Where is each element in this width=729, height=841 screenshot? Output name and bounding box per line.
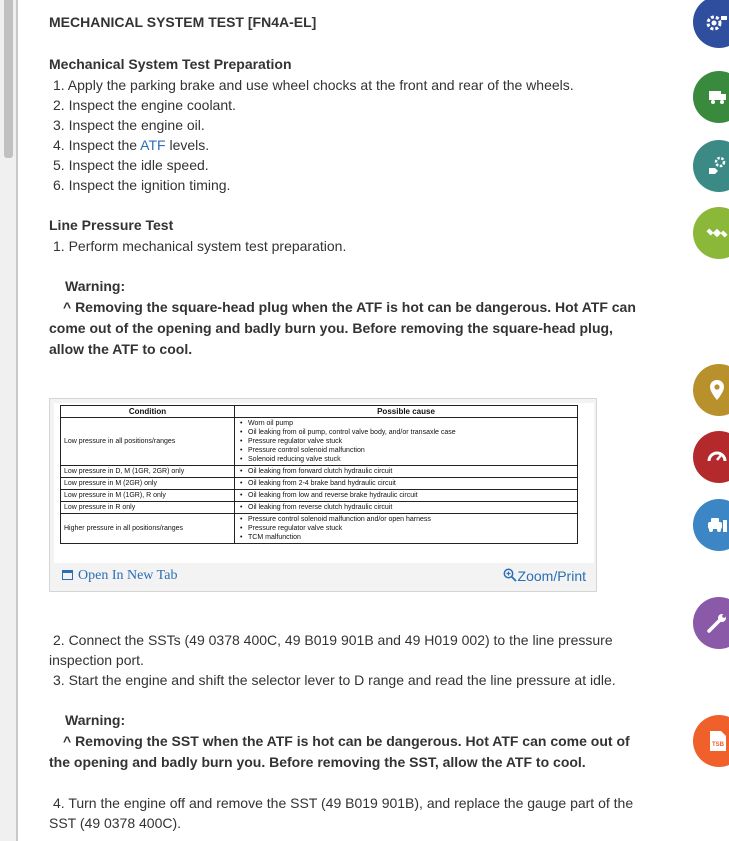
- table-row: [61, 418, 578, 466]
- table-cell-condition: Low pressure in all positions/ranges: [61, 418, 235, 466]
- prep-step-6: 6. Inspect the ignition timing.: [53, 177, 231, 193]
- cause-item: • Pressure control solenoid malfunction and/or open harness: [248, 515, 574, 524]
- table-header-cause: Possible cause: [235, 406, 578, 418]
- page-title: MECHANICAL SYSTEM TEST [FN4A-EL]: [49, 14, 317, 30]
- cause-item: • Worn oil pump: [248, 419, 574, 428]
- table-cell-condition: Low pressure in R only: [61, 502, 235, 514]
- warning-text-1: ^ Removing the square-head plug when the ATF is hot can be dangerous. Hot ATF can come out of the opening and badly burn you. Before removing the square-head plug, allow the ATF to cool.: [49, 299, 636, 357]
- cause-item: • Pressure control solenoid malfunction: [248, 446, 574, 455]
- tsb-document-icon: [705, 728, 729, 754]
- figure-footer: [54, 565, 594, 589]
- table-cell-causes: [235, 490, 578, 502]
- magnifier-icon: [503, 568, 517, 582]
- rail-diagnostic-button[interactable]: [693, 140, 729, 192]
- table-cell-causes: [235, 478, 578, 490]
- zoom-print-link[interactable]: [503, 568, 586, 584]
- scrollbar-thumb[interactable]: [4, 0, 13, 158]
- prep-step-5: 5. Inspect the idle speed.: [53, 157, 209, 173]
- table-row: [61, 502, 578, 514]
- open-in-new-tab-link[interactable]: [62, 568, 177, 584]
- diagnosis-figure: [49, 398, 597, 592]
- cause-item: • TCM malfunction: [248, 533, 574, 542]
- prep-step-1: 1. Apply the parking brake and use wheel chocks at the front and rear of the wheels.: [53, 77, 574, 93]
- table-row: [61, 514, 578, 544]
- wrench-icon: [705, 611, 729, 635]
- table-cell-condition: Higher pressure in all positions/ranges: [61, 514, 235, 544]
- prep-step-4-suffix: levels.: [165, 137, 210, 153]
- table-cell-condition: Low pressure in M (1GR), R only: [61, 490, 235, 502]
- prep-step-4-text: 4. Inspect the: [53, 137, 141, 153]
- line-pressure-step-3: 3. Start the engine and shift the selector lever to D range and read the line pressure at idle.: [53, 672, 616, 688]
- cause-item: • Oil leaking from oil pump, control valve body, and/or transaxle case: [248, 428, 574, 437]
- new-tab-icon: [62, 570, 73, 580]
- zoom-print-label: Zoom/Print: [517, 568, 586, 584]
- table-cell-condition: Low pressure in M (2GR) only: [61, 478, 235, 490]
- prep-step-2: 2. Inspect the engine coolant.: [53, 97, 236, 113]
- table-cell-causes: [235, 466, 578, 478]
- cause-item: • Oil leaking from low and reverse brake hydraulic circuit: [248, 491, 574, 500]
- tsb-label: TSB: [712, 742, 724, 748]
- table-row: [61, 490, 578, 502]
- warning-label-2: Warning:: [65, 712, 126, 728]
- line-pressure-diagnosis-table: [60, 405, 578, 544]
- rail-vehicle-service-button[interactable]: [693, 71, 729, 123]
- gauge-icon: [705, 445, 729, 469]
- rail-tsb-button[interactable]: [693, 715, 729, 767]
- cause-item: • Oil leaking from 2-4 brake band hydraulic circuit: [248, 479, 574, 488]
- table-cell-causes: [235, 502, 578, 514]
- atf-link[interactable]: ATF: [140, 137, 166, 153]
- line-pressure-step-1: 1. Perform mechanical system test preparation.: [53, 238, 347, 254]
- truck-icon: [705, 85, 729, 109]
- cause-item: • Pressure regulator valve stuck: [248, 437, 574, 446]
- table-cell-condition: Low pressure in D, M (1GR, 2GR) only: [61, 466, 235, 478]
- line-pressure-step-2: 2. Connect the SSTs (49 0378 400C, 49 B019 901B and 49 H019 002) to the line pressure inspection port.: [49, 632, 613, 668]
- gear-wrench-icon: [705, 10, 729, 34]
- rail-satellite-button[interactable]: [693, 207, 729, 259]
- open-tab-label: Open In New Tab: [78, 568, 178, 583]
- satellite-icon: [705, 221, 729, 245]
- prep-step-4: [53, 135, 653, 155]
- cause-item: • Oil leaking from forward clutch hydraulic circuit: [248, 467, 574, 476]
- cause-item: • Pressure regulator valve stuck: [248, 524, 574, 533]
- right-icon-rail: [690, 0, 729, 841]
- cause-item: • Solenoid reducing valve stuck: [248, 455, 574, 464]
- rail-car-info-button[interactable]: [693, 499, 729, 551]
- rail-transmission-button[interactable]: [693, 0, 729, 48]
- warning-label-1: Warning:: [65, 278, 126, 294]
- table-cell-causes: [235, 514, 578, 544]
- page-scrollbar[interactable]: [0, 0, 18, 841]
- rail-speedometer-button[interactable]: [693, 431, 729, 483]
- hand-gear-icon: [705, 154, 729, 178]
- rail-location-button[interactable]: [693, 364, 729, 416]
- line-pressure-heading: Line Pressure Test: [49, 217, 174, 233]
- car-info-icon: [705, 513, 729, 537]
- table-row: [61, 478, 578, 490]
- prep-heading: Mechanical System Test Preparation: [49, 56, 292, 72]
- location-pin-icon: [705, 378, 729, 402]
- rail-tools-button[interactable]: [693, 597, 729, 649]
- table-cell-causes: [235, 418, 578, 466]
- prep-step-3: 3. Inspect the engine oil.: [53, 117, 205, 133]
- line-pressure-step-4: 4. Turn the engine off and remove the SST (49 B019 901B), and replace the gauge part of the SST (49 0378 400C).: [49, 795, 634, 831]
- table-row: [61, 466, 578, 478]
- warning-text-2: ^ Removing the SST when the ATF is hot can be dangerous. Hot ATF can come out of the opening and badly burn you. Before removing the SST, allow the ATF to cool.: [49, 733, 630, 770]
- figure-image: [54, 403, 594, 563]
- cause-item: • Oil leaking from reverse clutch hydraulic circuit: [248, 503, 574, 512]
- table-header-condition: Condition: [61, 406, 235, 418]
